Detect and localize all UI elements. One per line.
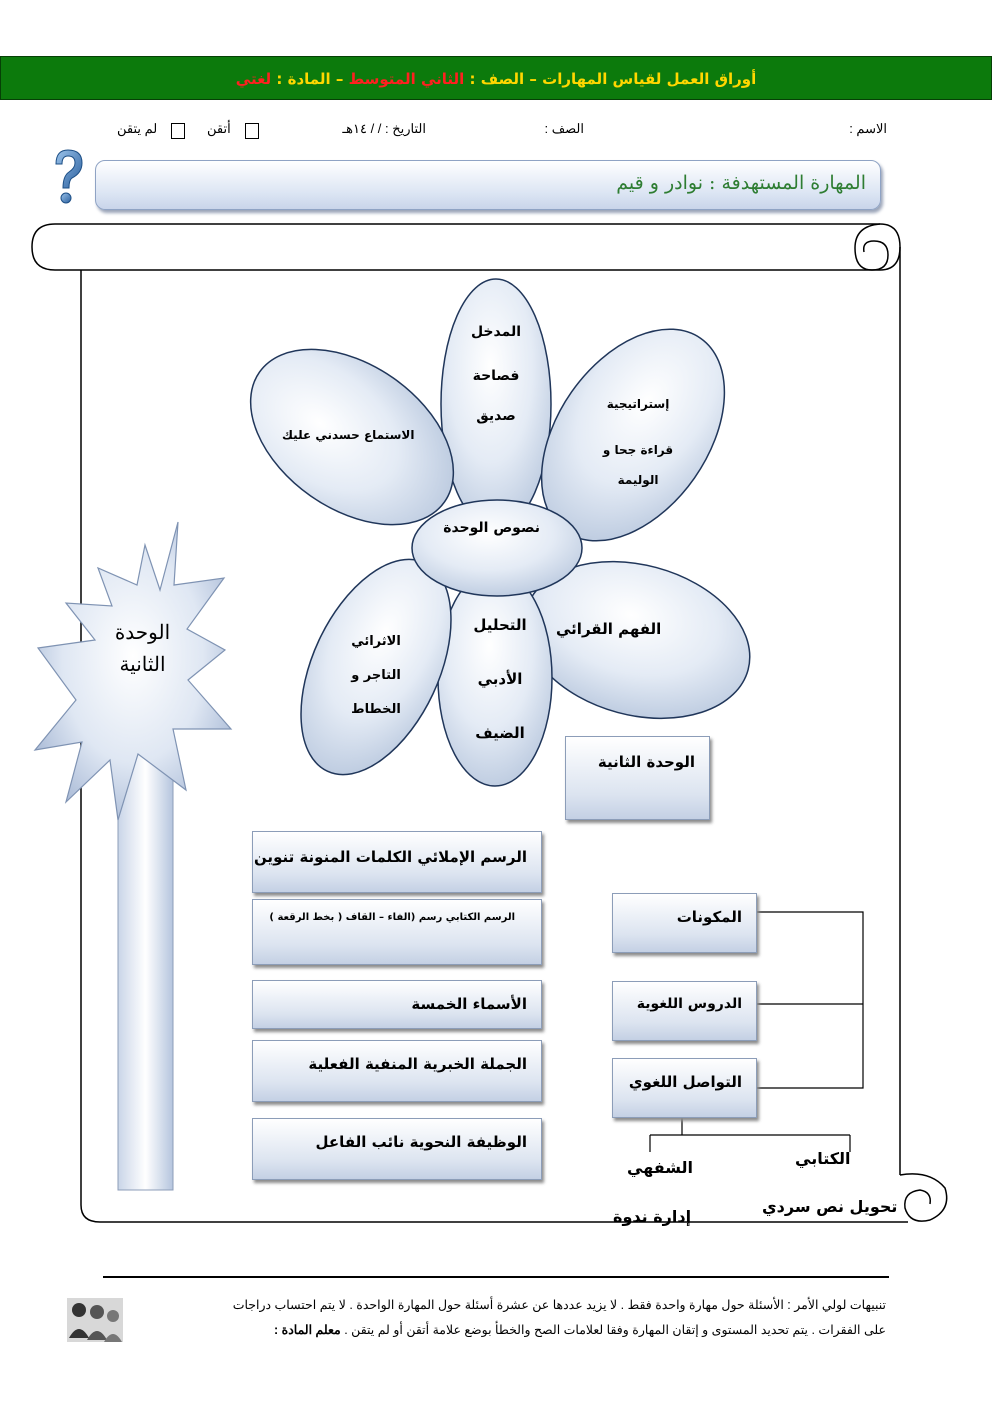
oral-label: الشفهي (627, 1158, 694, 1177)
lesson-box: الرسم الكتابي رسم (الفاء – القاف ( بخط الرقعة ) (252, 899, 542, 965)
footer-note-line2: على الفقرات . يتم تحديد المستوى و إتقان المهارة وفقا لعلامات الصح والخطأ بوضع علامة أتقن أو لم يتقن . معلم المادة : (274, 1323, 886, 1337)
mastered-label: أتقن (207, 121, 231, 136)
petal-top-left-text: الاستماع حسدني عليك (282, 428, 415, 442)
teacher-label: معلم المادة : (274, 1323, 341, 1337)
flower-center-text: نصوص الوحدة (443, 520, 540, 536)
components-box: المكونات (612, 893, 757, 953)
lesson-box: الأسماء الخمسة (252, 980, 542, 1029)
skill-value: نوادر و قيم (616, 172, 703, 194)
petal-bottom-text: التحليل الأدبي الضيف (473, 616, 527, 742)
not-mastered-label: لم يتقن (117, 121, 158, 136)
lesson-box: الجملة الخبرية المنفية الفعلية (252, 1040, 542, 1102)
oral-task: إدارة ندوة (613, 1207, 692, 1226)
language-lessons-box: الدروس اللغوية (612, 981, 757, 1041)
footer-divider (103, 1276, 889, 1278)
header-title: أوراق العمل لقياس المهارات – الصف : الثاني المتوسط – المادة : لغتي (235, 70, 757, 88)
written-label: الكتابي (795, 1149, 851, 1168)
name-label: الاسم : (849, 121, 887, 136)
unit-box: الوحدة الثانية (565, 736, 710, 820)
lesson-box: الرسم الإملائي الكلمات المنونة تنوين (252, 831, 542, 893)
communication-box: التواصل اللغوي (612, 1058, 757, 1118)
skill-label: المهارة المستهدفة : (709, 172, 866, 194)
flower-center (412, 500, 582, 596)
petal-bottom-right-text: الفهم القرائي (556, 620, 662, 638)
date-label: التاريخ : / / ١٤هـ (342, 121, 426, 136)
lesson-box: الوظيفة النحوية نائب الفاعل (252, 1118, 542, 1180)
written-task: تحويل نص سردي (762, 1197, 898, 1216)
petal-bottom-left-text: الاثرائي التاجر و الخطاط (351, 634, 401, 717)
petal-top-right-text: إستراتيجية قراءة جحا و الوليمة (602, 397, 674, 487)
petal-top-text: المدخل فصاحة صديق (470, 324, 522, 424)
class-label: الصف : (544, 121, 584, 136)
footer-note-line1: تنبيهات لولي الأمر : الأسئلة حول مهارة واحدة فقط . لا يزيد عددها عن عشرة أسئلة حول المهارة الواحدة . لا يتم احتساب دراجات (232, 1298, 886, 1312)
people-icon (67, 1298, 123, 1342)
starburst-label: الوحدة الثانية (114, 620, 171, 676)
